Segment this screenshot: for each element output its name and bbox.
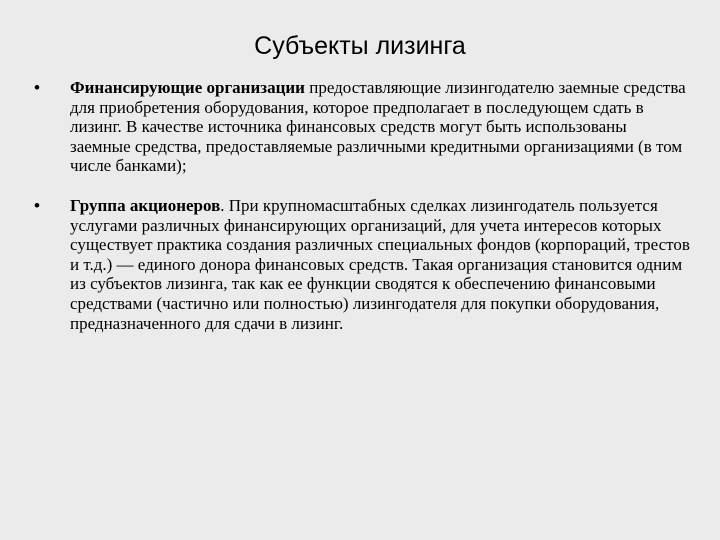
bullet-text [70,196,690,333]
bullet-icon: • [34,78,40,97]
bullet-term: Группа акционеров [70,195,221,215]
bullet-term: Финансирующие организации [70,78,305,97]
bullet-item-shareholder-group [30,196,690,333]
bullet-text [70,78,686,175]
bullet-description: предоставляющие лизингодателю заемные средства для приобретения оборудования, которое предполагает в последующем сдать в лизинг. В качестве источника финансовых средств могут быть использованы заемные средства, предоставляемые различными кредитными организациями (в том числе банками); [70,78,686,176]
bullet-description: . При крупномасштабных сделках лизингодатель пользуется услугами различных финансирующих организаций, для учета интересов которых существует практика создания различных специальных фондов (корпораций, трестов и т.д.) — единого донора финансовых средств. Такая организация становится одним из субъектов лизинга, так как ее функции сводятся к обеспечению финансовыми средствами (частично или полностью) лизингодателя для покупки оборудования, предназначенного для сдачи в лизинг. [70,195,690,333]
slide-title: Субъекты лизинга [254,32,466,60]
bullet-item-financing-organizations [30,78,690,176]
bullet-list [30,78,690,333]
bullet-icon: • [34,195,40,215]
